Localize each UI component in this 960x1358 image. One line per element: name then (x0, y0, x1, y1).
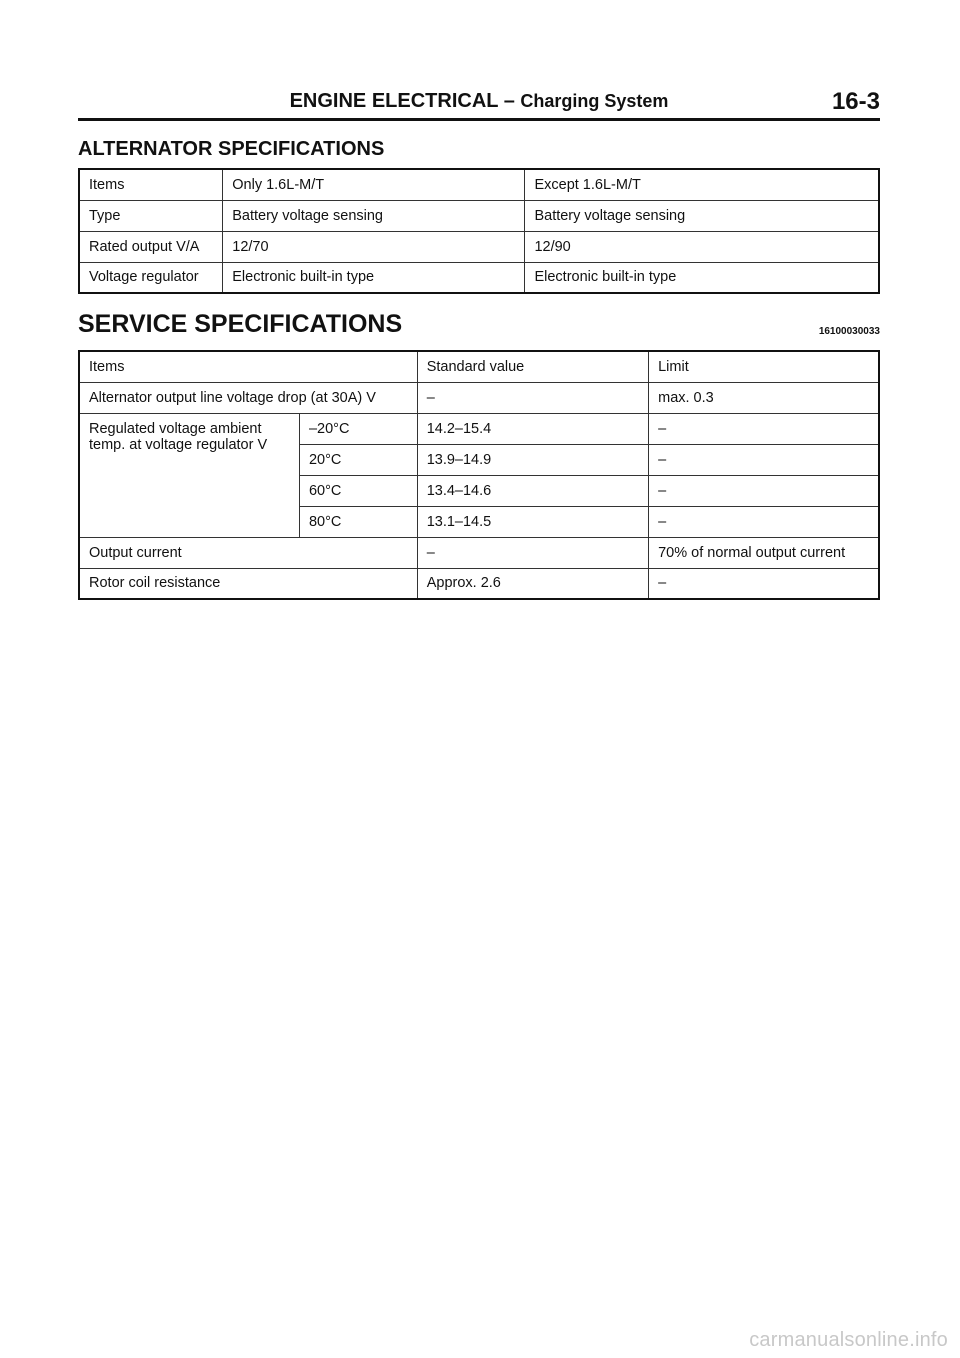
table-cell: Battery voltage sensing (223, 200, 525, 231)
table-header-row (79, 169, 879, 200)
alternator-specifications-table (78, 168, 880, 294)
table-cell: – (649, 413, 879, 444)
alternator-specifications-title: ALTERNATOR SPECIFICATIONS (78, 138, 385, 160)
table-cell: Output current (79, 537, 417, 568)
page-header (78, 88, 880, 121)
table-row (79, 382, 879, 413)
header-cell: Only 1.6L-M/T (223, 169, 525, 200)
service-specifications-table (78, 350, 880, 600)
table-cell: max. 0.3 (649, 382, 879, 413)
table-cell: Rated output V/A (79, 231, 223, 262)
table-cell: 13.4–14.6 (417, 475, 648, 506)
header-title (78, 90, 880, 113)
table-cell: 14.2–15.4 (417, 413, 648, 444)
table-cell: Battery voltage sensing (525, 200, 879, 231)
footer-watermark: carmanualsonline.info (749, 1329, 948, 1351)
table-cell: 60°C (299, 475, 417, 506)
table-cell: Type (79, 200, 223, 231)
service-specifications-title: SERVICE SPECIFICATIONS (78, 310, 403, 338)
table-header-row (79, 351, 879, 382)
document-code: 16100030033 (818, 326, 880, 337)
table-cell: 13.1–14.5 (417, 506, 648, 537)
table-cell: Electronic built-in type (525, 262, 879, 293)
table-cell: – (417, 382, 648, 413)
header-cell: Items (79, 351, 417, 382)
header-cell: Items (79, 169, 223, 200)
table-cell: Electronic built-in type (223, 262, 525, 293)
table-cell: – (649, 444, 879, 475)
table-cell: 20°C (299, 444, 417, 475)
table-cell: – (417, 537, 648, 568)
table-cell: – (649, 568, 879, 599)
table-cell: Rotor coil resistance (79, 568, 417, 599)
table-cell: – (649, 506, 879, 537)
table-cell: 70% of normal output current (649, 537, 879, 568)
regulated-voltage-label: Regulated voltage ambient temp. at voltage regulator V (79, 413, 299, 537)
header-title-sub: Charging System (520, 91, 669, 111)
table-cell: 80°C (299, 506, 417, 537)
table-cell: 13.9–14.9 (417, 444, 648, 475)
table-row (79, 231, 879, 262)
table-cell: – (649, 475, 879, 506)
header-title-main: ENGINE ELECTRICAL (289, 90, 499, 112)
table-row (79, 537, 879, 568)
table-cell: Approx. 2.6 (417, 568, 648, 599)
table-row (79, 262, 879, 293)
table-cell: Voltage regulator (79, 262, 223, 293)
header-title-separator: – (503, 90, 515, 112)
table-cell: 12/90 (525, 231, 879, 262)
table-row (79, 200, 879, 231)
header-cell: Limit (649, 351, 879, 382)
table-cell: –20°C (299, 413, 417, 444)
table-cell: 12/70 (223, 231, 525, 262)
table-row (79, 568, 879, 599)
header-cell: Except 1.6L-M/T (525, 169, 879, 200)
table-row (79, 413, 879, 444)
page-number: 16-3 (831, 88, 880, 115)
header-cell: Standard value (417, 351, 648, 382)
table-cell: Alternator output line voltage drop (at 30A) V (79, 382, 417, 413)
